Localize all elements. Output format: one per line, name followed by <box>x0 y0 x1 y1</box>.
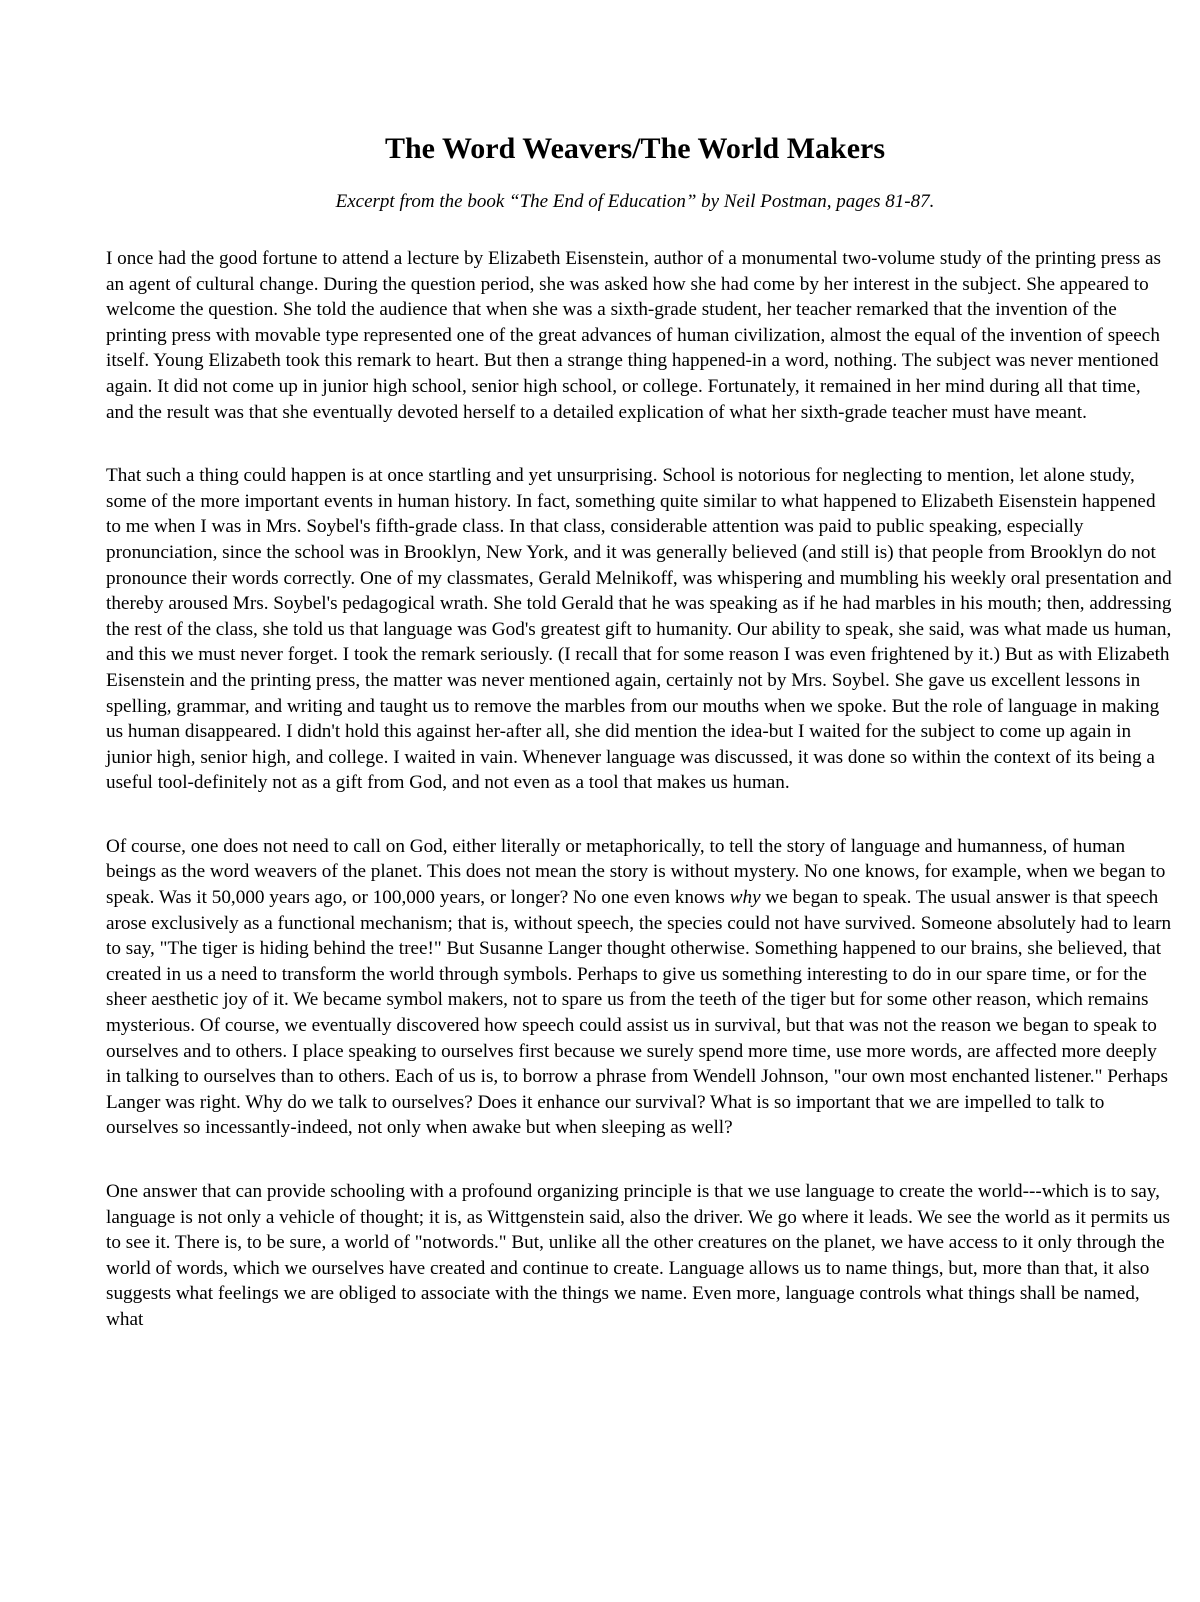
page-subtitle: Excerpt from the book “The End of Education” by Neil Postman, pages 81-87. <box>335 191 935 212</box>
page-title: The Word Weavers/The World Makers <box>384 132 886 165</box>
paragraph-2: That such a thing could happen is at once startling and yet unsurprising. School is notorious for neglecting to mention, let alone study, some of the more important events in human history. In fact, something quite similar to what happened to Elizabeth Eisenstein happened to me when I was in Mrs. Soybel's fifth-grade class. In that class, considerable attention was paid to public speaking, especially pronunciation, since the school was in Brooklyn, New York, and it was generally believed (and still is) that people from Brooklyn do not pronounce their words correctly. One of my classmates, Gerald Melnikoff, was whispering and mumbling his weekly oral presentation and thereby aroused Mrs. Soybel's pedagogical wrath. She told Gerald that he was speaking as if he had marbles in his mouth; then, addressing the rest of the class, she told us that language was God's greatest gift to humanity. Our ability to speak, she said, was what made us human, and this we must never forget. I took the remark seriously. (I recall that for some reason I was even frightened by it.) But as with Elizabeth Eisenstein and the printing press, the matter was never mentioned again, certainly not by Mrs. Soybel. She gave us excellent lessons in spelling, grammar, and writing and taught us to remove the marbles from our mouths when we spoke. But the role of language in making us human disappeared. I didn't hold this against her-after all, she did mention the idea-but I waited for the subject to come up again in junior high, senior high, and college. I waited in vain. Whenever language was discussed, it was done so within the context of its being a useful tool-definitely not as a gift from God, and not even as a tool that makes us human. <box>106 465 1172 794</box>
paragraph-3-emphasis: why <box>729 887 761 909</box>
document-body <box>106 246 1172 1371</box>
paragraph-1: I once had the good fortune to attend a lecture by Elizabeth Eisenstein, author of a monumental two-volume study of the printing press as an agent of cultural change. During the question period, she was asked how she had come by her interest in the subject. She appeared to welcome the question. She told the audience that when she was a sixth-grade student, her teacher remarked that the invention of the printing press with movable type represented one of the great advances of human civilization, almost the equal of the invention of speech itself. Young Elizabeth took this remark to heart. But then a strange thing happened-in a word, nothing. The subject was never mentioned again. It did not come up in junior high school, senior high school, or college. Fortunately, it remained in her mind during all that time, and the result was that she eventually devoted herself to a detailed explication of what her sixth-grade teacher must have meant. <box>106 248 1162 423</box>
paragraph-4: One answer that can provide schooling with a profound organizing principle is that we use language to create the world---which is to say, language is not only a vehicle of thought; it is, as Wittgenstein said, also the driver. We go where it leads. We see the world as it permits us to see it. There is, to be sure, a world of "notwords." But, unlike all the other creatures on the planet, we have access to it only through the world of words, which we ourselves have created and continue to create. Language allows us to name things, but, more than that, it also suggests what feelings we are obliged to associate with the things we name. Even more, language controls what things shall be named, what <box>106 1181 1171 1330</box>
paragraph-3-text-after: we began to speak. The usual answer is that speech arose exclusively as a functional mechanism; that is, without speech, the species could not have survived. Someone absolutely had to learn to say, "The tiger is hiding behind the tree!" But Susanne Langer thought otherwise. Something happened to our brains, she believed, that created in us a need to transform the world through symbols. Perhaps to give us something interesting to do in our spare time, or for the sheer aesthetic joy of it. We became symbol makers, not to spare us from the teeth of the tiger but for some other reason, which remains mysterious. Of course, we eventually discovered how speech could assist us in survival, but that was not the reason we began to speak to ourselves and to others. I place speaking to ourselves first because we surely spend more time, use more words, are affected more deeply in talking to ourselves than to others. Each of us is, to borrow a phrase from Wendell Johnson, "our own most enchanted listener." Perhaps Langer was right. Why do we talk to ourselves? Does it enhance our survival? What is so important that we are impelled to talk to ourselves so incessantly-indeed, not only when awake but when sleeping as well? <box>106 887 1172 1139</box>
paragraph-3 <box>106 834 1172 1141</box>
paragraph-3-text-before: Of course, one does not need to call on God, either literally or metaphorically, to tell the story of language and humanness, of human beings as the word weavers of the planet. This does not mean the story is without mystery. No one knows, for example, when we began to speak. Was it 50,000 years ago, or 100,000 years, or longer? No one even knows <box>106 835 1166 909</box>
